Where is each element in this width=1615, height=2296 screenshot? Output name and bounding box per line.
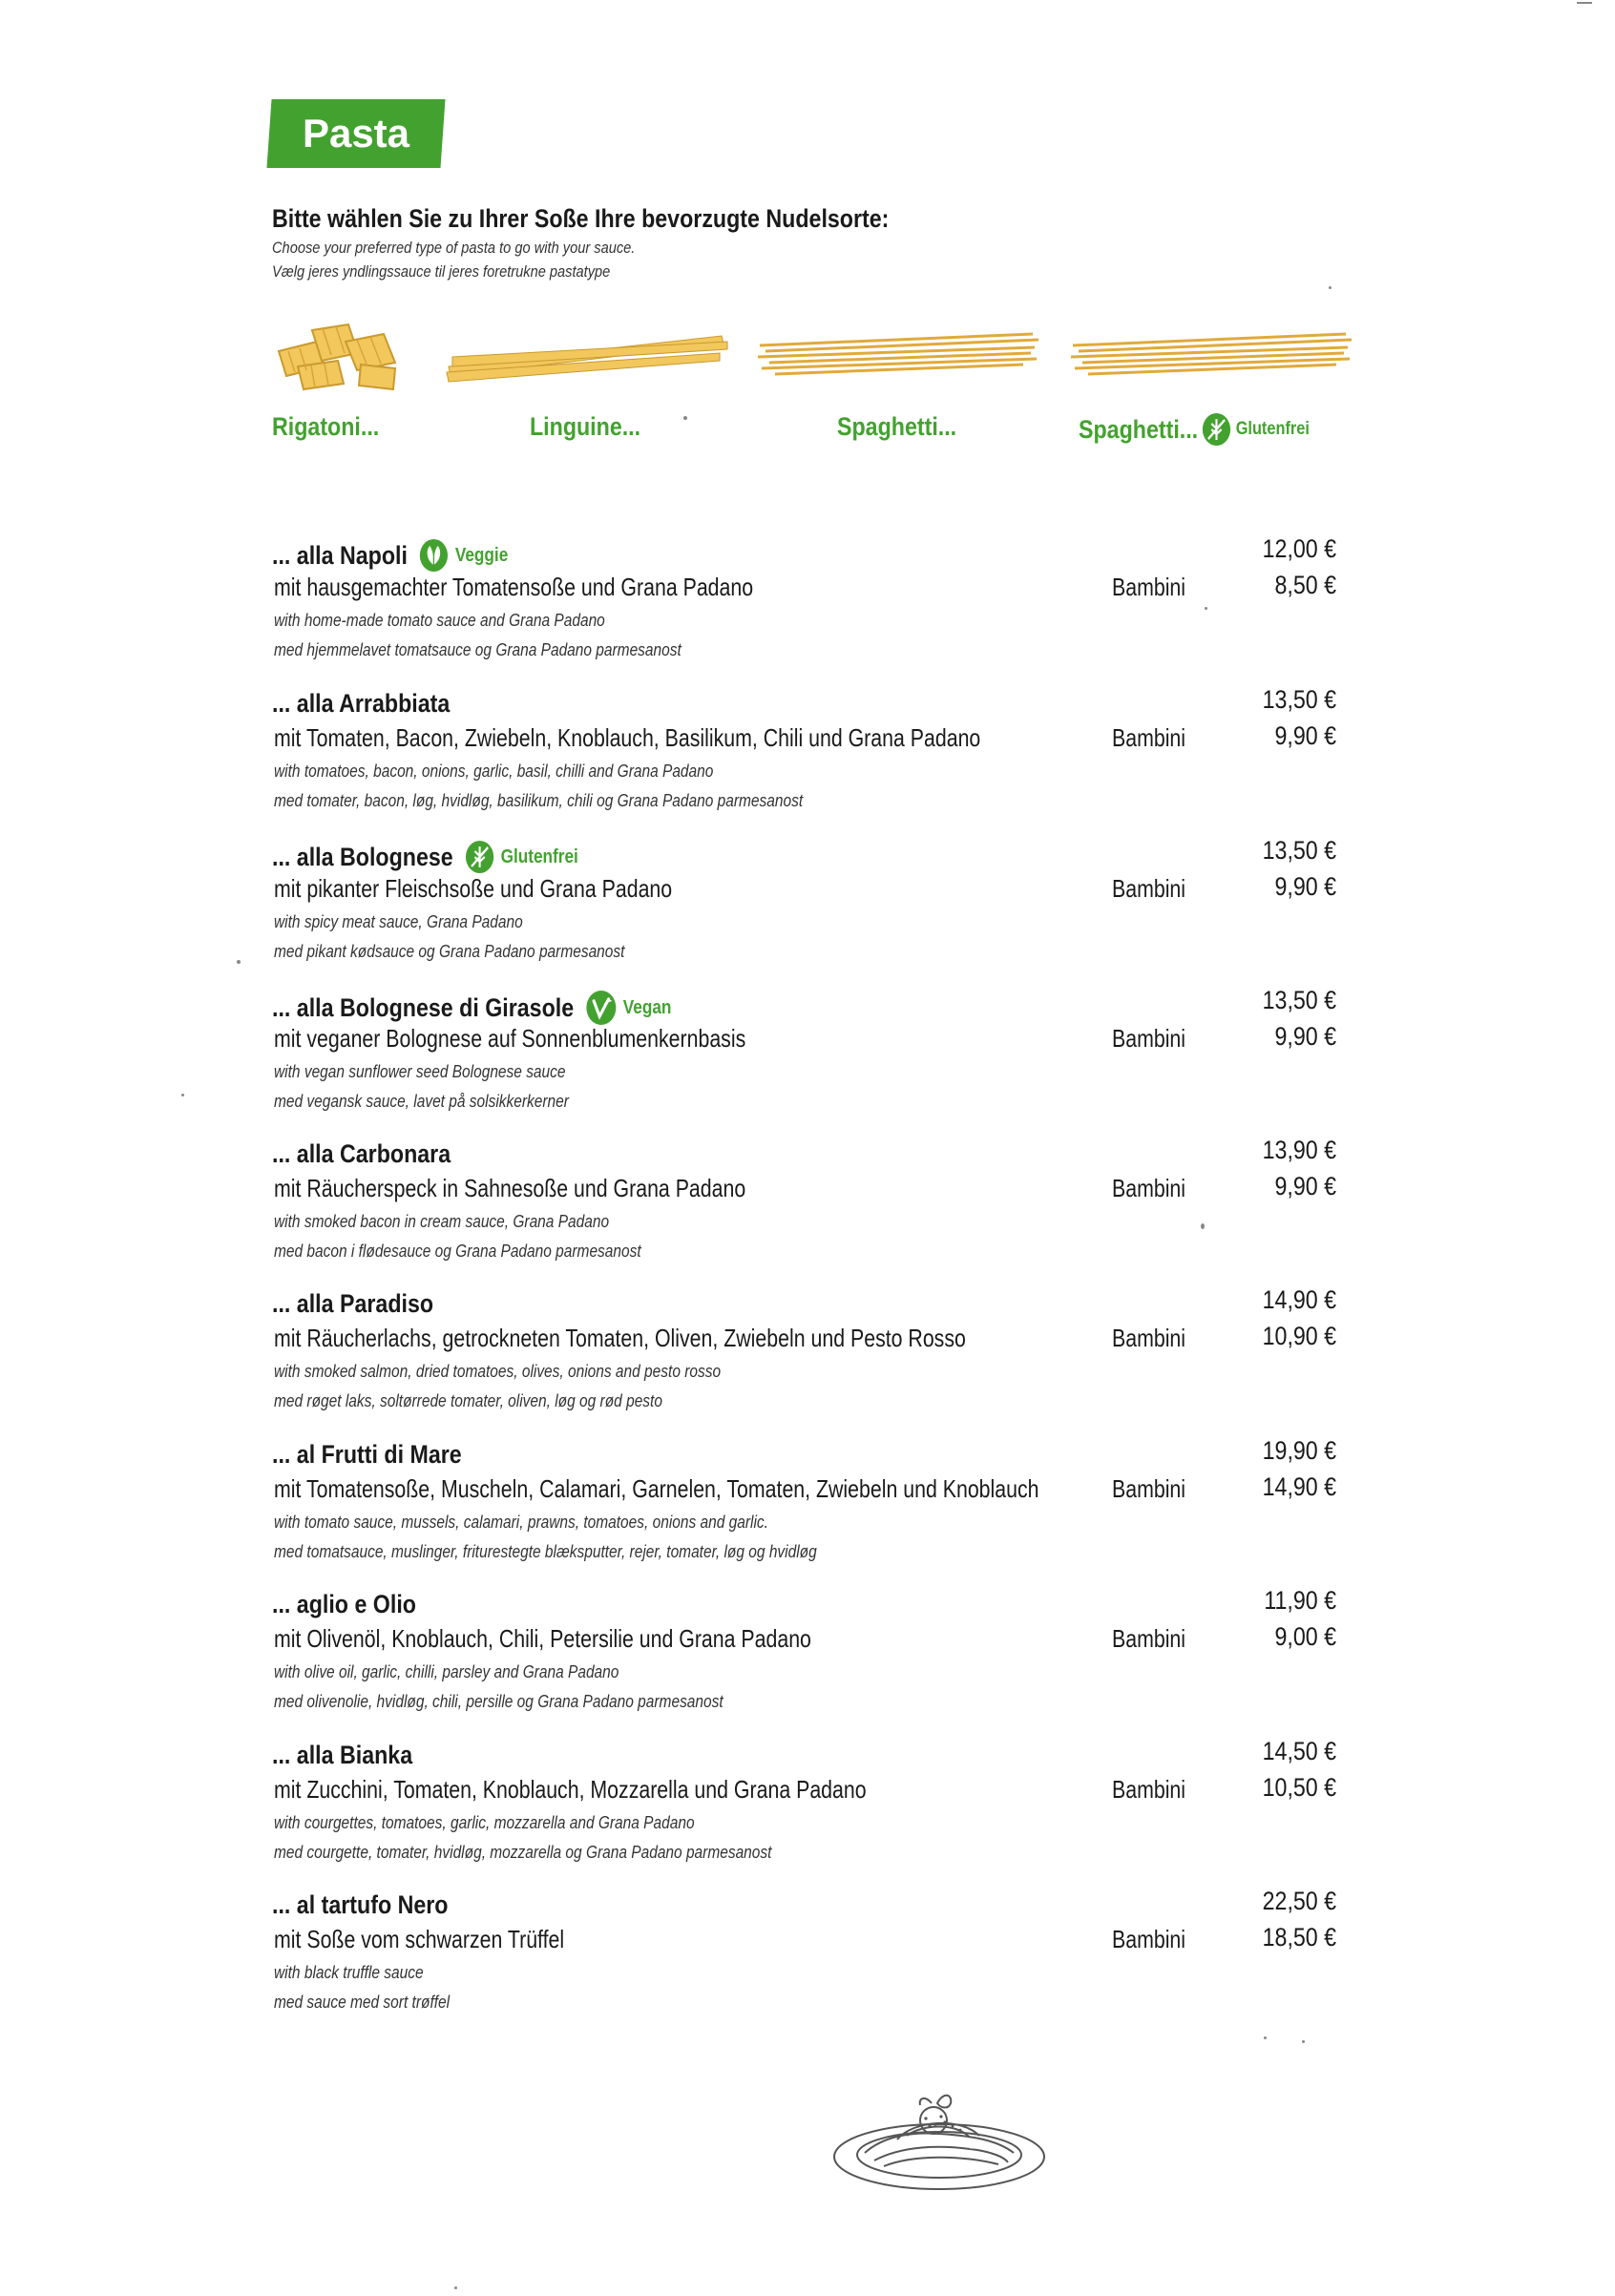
scan-speck bbox=[1577, 2, 1592, 4]
scan-speck bbox=[1329, 286, 1332, 289]
bambini-label: Bambini bbox=[1112, 723, 1186, 752]
veggie-icon bbox=[419, 538, 449, 573]
gluten-free-badge bbox=[465, 840, 578, 874]
scan-speck bbox=[181, 1094, 184, 1096]
item-description-da: med bacon i flødesauce og Grana Padano parmesanost bbox=[274, 1242, 641, 1261]
pasta-type-spaghetti: Spaghetti... bbox=[837, 412, 957, 441]
bambini-price: 9,90 € bbox=[1274, 1022, 1336, 1051]
bambini-price: 8,50 € bbox=[1274, 571, 1336, 599]
item-description-da: med hjemmelavet tomatsauce og Grana Padano parmesanost bbox=[274, 640, 682, 659]
item-title bbox=[272, 1139, 451, 1169]
rigatoni-illustration bbox=[269, 313, 412, 394]
item-title bbox=[272, 840, 578, 874]
linguine-illustration bbox=[445, 328, 731, 386]
item-price: 13,50 € bbox=[1262, 986, 1336, 1014]
menu-item bbox=[272, 534, 1351, 681]
item-price: 13,50 € bbox=[1262, 836, 1336, 865]
item-price: 13,50 € bbox=[1262, 685, 1336, 714]
menu-item bbox=[272, 1887, 1351, 2034]
section-banner bbox=[266, 99, 445, 168]
menu-item bbox=[272, 1285, 1351, 1432]
item-description-en: with home-made tomato sauce and Grana Padano bbox=[274, 611, 605, 630]
bambini-label: Bambini bbox=[1112, 1174, 1186, 1202]
item-price: 11,90 € bbox=[1264, 1586, 1336, 1615]
bambini-price: 9,90 € bbox=[1274, 872, 1336, 901]
menu-item bbox=[272, 1436, 1351, 1583]
item-description-de: mit Tomaten, Bacon, Zwiebeln, Knoblauch, Basilikum, Chili und Grana Padano bbox=[274, 723, 981, 752]
item-description-da: med courgette, tomater, hvidløg, mozzarella og Grana Padano parmesanost bbox=[274, 1843, 772, 1862]
gluten-free-icon bbox=[465, 840, 494, 874]
item-description-de: mit Räucherspeck in Sahnesoße und Grana Padano bbox=[274, 1174, 746, 1202]
item-title bbox=[272, 1440, 462, 1470]
gluten-free-badge bbox=[1202, 412, 1310, 447]
item-description-de: mit hausgemachter Tomatensoße und Grana Padano bbox=[274, 573, 754, 601]
item-price: 19,90 € bbox=[1262, 1436, 1336, 1465]
item-title bbox=[272, 689, 450, 719]
item-price: 12,00 € bbox=[1262, 534, 1336, 563]
item-price: 14,90 € bbox=[1262, 1285, 1336, 1314]
item-name: ... alla Paradiso bbox=[272, 1289, 434, 1318]
veggie-badge bbox=[419, 538, 508, 573]
item-description-en: with spicy meat sauce, Grana Padano bbox=[274, 912, 523, 931]
item-description-de: mit Räucherlachs, getrockneten Tomaten, Oliven, Zwiebeln und Pesto Rosso bbox=[274, 1324, 966, 1352]
bambini-price: 14,90 € bbox=[1262, 1472, 1336, 1501]
item-title bbox=[272, 990, 671, 1026]
item-description-da: med tomatsauce, muslinger, friturestegte blæksputter, rejer, tomater, løg og hvidløg bbox=[274, 1542, 817, 1561]
spaghetti-gluten-free-illustration bbox=[1069, 324, 1355, 382]
item-description-de: mit pikanter Fleischsoße und Grana Padano bbox=[274, 874, 673, 903]
item-name: ... alla Bolognese di Girasole bbox=[272, 992, 575, 1022]
item-title bbox=[272, 538, 508, 573]
item-name: ... alla Arrabbiata bbox=[272, 689, 451, 718]
scan-speck bbox=[454, 2286, 457, 2289]
menu-item bbox=[272, 986, 1351, 1133]
item-name: ... alla Bianka bbox=[272, 1741, 413, 1769]
item-description-en: with olive oil, garlic, chilli, parsley and Grana Padano bbox=[274, 1662, 619, 1681]
bambini-label: Bambini bbox=[1112, 573, 1186, 601]
intro-english: Choose your preferred type of pasta to go with your sauce. bbox=[272, 239, 636, 257]
bambini-label: Bambini bbox=[1112, 1324, 1186, 1352]
item-title bbox=[272, 1590, 416, 1619]
bambini-label: Bambini bbox=[1112, 1474, 1186, 1503]
scan-speck bbox=[237, 960, 241, 964]
gluten-free-icon bbox=[1202, 412, 1231, 447]
badge-text: Vegan bbox=[622, 996, 672, 1018]
item-description-de: mit Zucchini, Tomaten, Knoblauch, Mozzarella und Grana Padano bbox=[274, 1775, 867, 1804]
item-description-da: med pikant kødsauce og Grana Padano parmesanost bbox=[274, 942, 625, 961]
bambini-price: 9,00 € bbox=[1274, 1622, 1336, 1651]
item-description-da: med olivenolie, hvidløg, chili, persille og Grana Padano parmesanost bbox=[274, 1692, 724, 1711]
scan-speck bbox=[683, 416, 687, 420]
pasta-type-spaghetti-gluten-free bbox=[1079, 412, 1310, 447]
item-price: 22,50 € bbox=[1262, 1887, 1336, 1915]
bambini-label: Bambini bbox=[1112, 1775, 1186, 1804]
scan-speck bbox=[1302, 2040, 1305, 2043]
item-description-da: med vegansk sauce, lavet på solsikkerkerner bbox=[274, 1092, 569, 1111]
intro-danish: Vælg jeres yndlingssauce til jeres foretrukne pastatype bbox=[272, 262, 611, 281]
badge-text: Veggie bbox=[454, 544, 509, 566]
item-description-en: with tomato sauce, mussels, calamari, prawns, tomatoes, onions and garlic. bbox=[274, 1513, 768, 1532]
scan-speck bbox=[1205, 607, 1207, 610]
vegan-badge bbox=[585, 990, 671, 1026]
badge-text: Glutenfrei bbox=[500, 845, 578, 867]
item-description-de: mit Soße vom schwarzen Trüffel bbox=[274, 1925, 565, 1953]
scan-speck bbox=[1201, 1223, 1205, 1229]
menu-item bbox=[272, 836, 1351, 983]
intro-german: Bitte wählen Sie zu Ihrer Soße Ihre bevorzugte Nudelsorte: bbox=[272, 204, 890, 233]
menu-item bbox=[272, 685, 1351, 832]
item-name: ... alla Bolognese bbox=[272, 842, 453, 871]
item-title bbox=[272, 1741, 412, 1770]
item-description-en: with tomatoes, bacon, onions, garlic, basil, chilli and Grana Padano bbox=[274, 762, 714, 781]
item-description-de: mit Tomatensoße, Muscheln, Calamari, Garnelen, Tomaten, Zwiebeln und Knoblauch bbox=[274, 1474, 1039, 1503]
bambini-label: Bambini bbox=[1112, 1925, 1186, 1953]
item-description-da: med sauce med sort trøffel bbox=[274, 1993, 451, 2012]
item-description-da: med røget laks, soltørrede tomater, oliven, løg og rød pesto bbox=[274, 1391, 662, 1410]
pasta-type-rigatoni: Rigatoni... bbox=[272, 412, 380, 441]
item-description-en: with black truffle sauce bbox=[274, 1963, 424, 1982]
pasta-type-label: Spaghetti... bbox=[1079, 414, 1199, 444]
item-description-en: with smoked salmon, dried tomatoes, olives, onions and pesto rosso bbox=[274, 1362, 722, 1381]
item-price: 13,90 € bbox=[1262, 1136, 1336, 1164]
menu-item bbox=[272, 1136, 1351, 1283]
item-name: ... al tartufo Nero bbox=[272, 1890, 449, 1919]
item-description-da: med tomater, bacon, løg, hvidløg, basilikum, chili og Grana Padano parmesanost bbox=[274, 791, 804, 810]
item-title bbox=[272, 1890, 448, 1920]
item-name: ... alla Carbonara bbox=[272, 1139, 451, 1168]
item-name: ... al Frutti di Mare bbox=[272, 1440, 462, 1469]
item-name: ... aglio e Olio bbox=[272, 1590, 416, 1618]
bambini-price: 9,90 € bbox=[1274, 721, 1336, 750]
item-description-de: mit veganer Bolognese auf Sonnenblumenkernbasis bbox=[274, 1024, 746, 1053]
bambini-label: Bambini bbox=[1112, 1624, 1186, 1653]
item-title bbox=[272, 1289, 433, 1319]
item-description-en: with smoked bacon in cream sauce, Grana Padano bbox=[274, 1212, 610, 1231]
item-description-de: mit Olivenöl, Knoblauch, Chili, Petersilie und Grana Padano bbox=[274, 1624, 811, 1653]
bambini-label: Bambini bbox=[1112, 1024, 1186, 1053]
pasta-type-linguine: Linguine... bbox=[530, 412, 641, 441]
pasta-plate-illustration bbox=[827, 2082, 1056, 2197]
spaghetti-illustration bbox=[756, 324, 1042, 382]
intro-block bbox=[272, 204, 1322, 282]
scan-speck bbox=[1264, 2036, 1267, 2039]
item-name: ... alla Napoli bbox=[272, 540, 408, 570]
section-title: Pasta bbox=[302, 111, 410, 156]
gluten-free-text: Glutenfrei bbox=[1235, 419, 1310, 439]
item-description-en: with vegan sunflower seed Bolognese sauce bbox=[274, 1062, 566, 1081]
item-price: 14,50 € bbox=[1262, 1737, 1336, 1765]
bambini-price: 9,90 € bbox=[1274, 1172, 1336, 1200]
vegan-icon bbox=[585, 990, 617, 1026]
bambini-price: 10,90 € bbox=[1262, 1322, 1336, 1350]
menu-item bbox=[272, 1737, 1351, 1884]
item-description-en: with courgettes, tomatoes, garlic, mozzarella and Grana Padano bbox=[274, 1813, 695, 1832]
bambini-price: 18,50 € bbox=[1262, 1923, 1336, 1952]
menu-item bbox=[272, 1586, 1351, 1733]
bambini-price: 10,50 € bbox=[1262, 1773, 1336, 1802]
bambini-label: Bambini bbox=[1112, 874, 1186, 903]
